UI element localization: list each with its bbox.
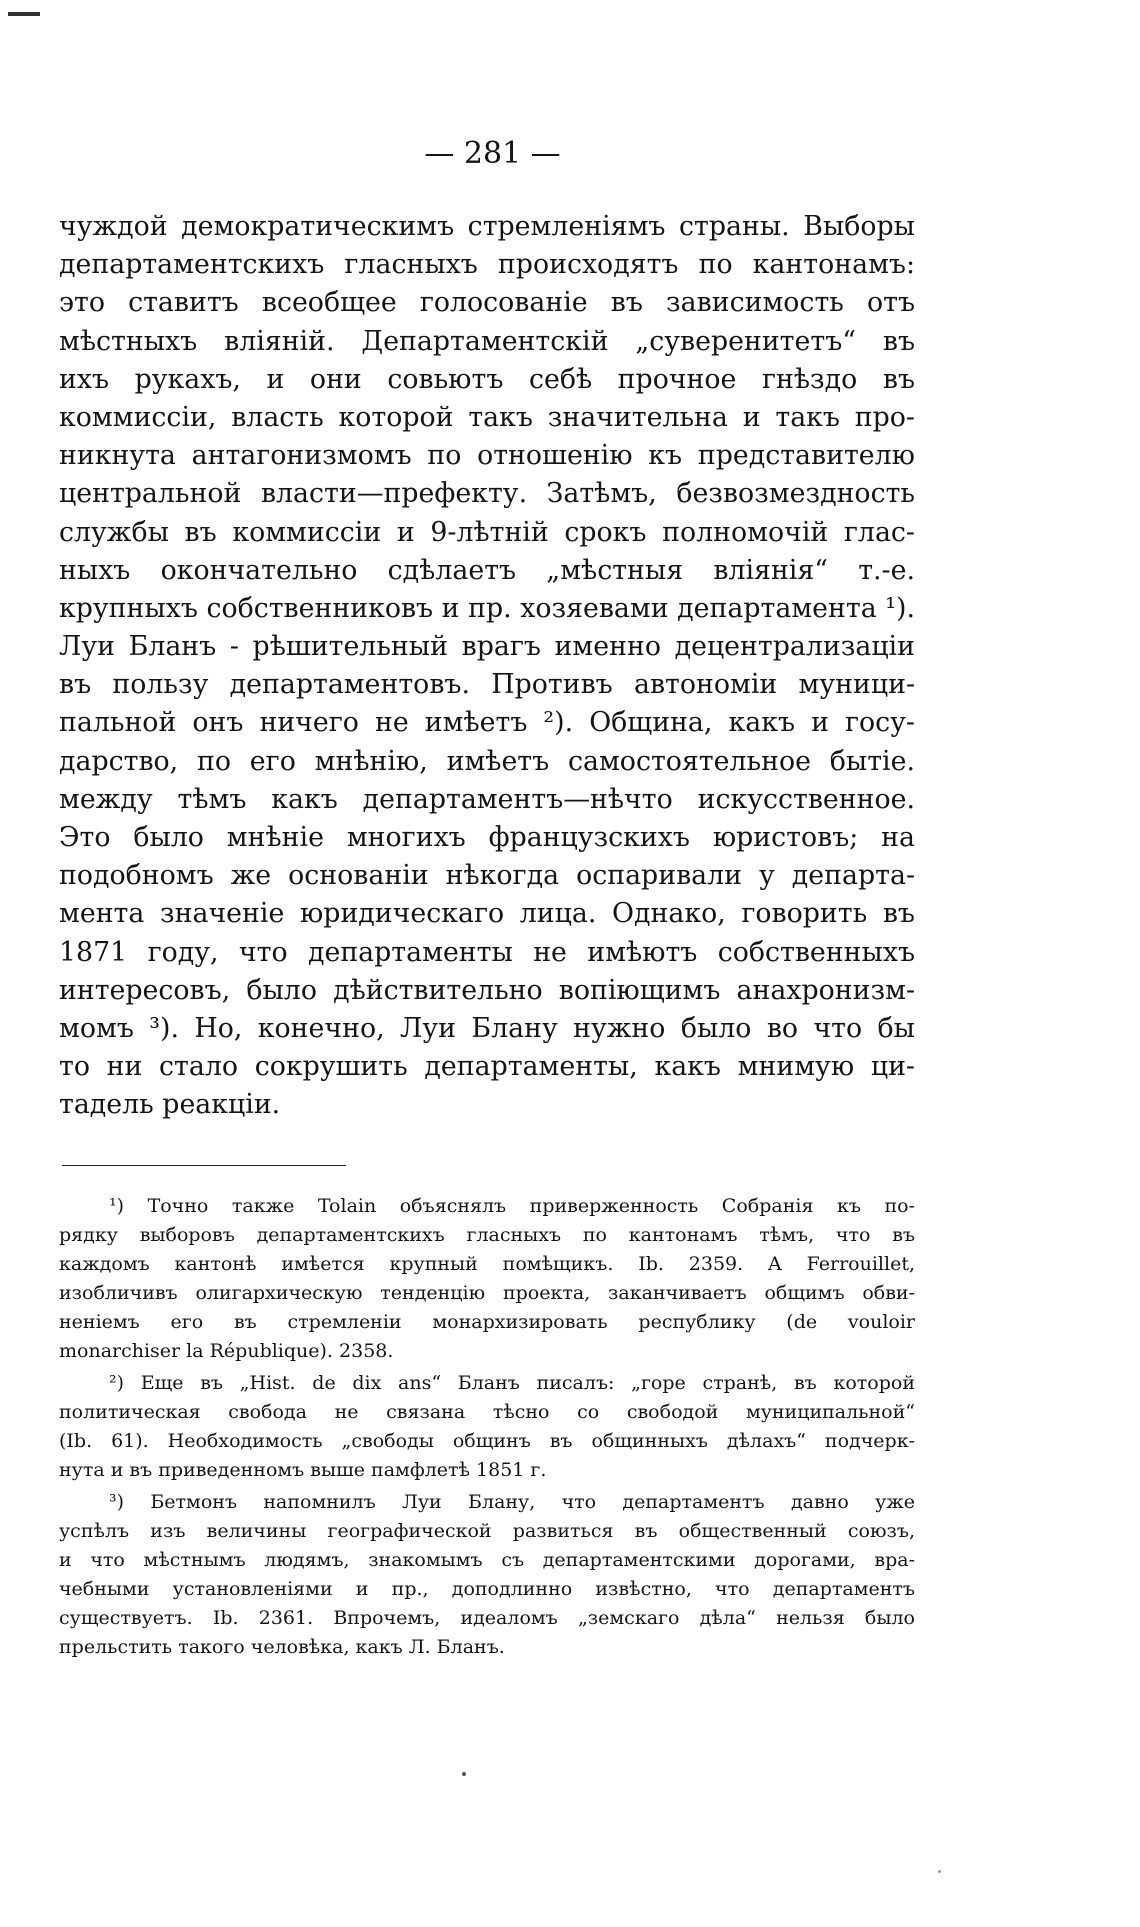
text-line: въ пользу департаментовъ. Противъ автономiи муници- <box>59 669 915 701</box>
text-line: центральной власти—префекту. Затѣмъ, безвозмездность <box>59 478 915 510</box>
footnote-line: ненiемъ его въ стремленiи монархизировать республику (de vouloir <box>59 1311 915 1333</box>
footnote-1 <box>59 1192 915 1366</box>
footnote-line: нута и въ приведенномъ выше памфлетѣ 1851 г. <box>59 1459 547 1481</box>
text-line: между тѣмъ какъ департаментъ—нѣчто искусственное. <box>59 783 915 815</box>
text-line: момъ ³). Но, конечно, Луи Блану нужно было во что бы <box>59 1012 915 1044</box>
text-line: это ставитъ всеобщее голосованiе въ зависимость отъ <box>59 287 915 319</box>
scan-artifact-top-left <box>8 12 40 16</box>
footnote-line: ¹) Точно также Tolain объяснялъ приверженность Собранiя къ по- <box>109 1195 915 1217</box>
main-text <box>59 208 915 1125</box>
scan-artifact-dot <box>938 1870 941 1873</box>
footnote-line: ³) Бетмонъ напомнилъ Луи Блану, что департаментъ давно уже <box>109 1491 915 1513</box>
text-line: интересовъ, было дѣйствительно вопiющимъ анахронизм- <box>59 974 915 1006</box>
text-line: ихъ рукахъ, и они совьютъ себѣ прочное гнѣздо въ <box>59 363 915 395</box>
footnote-separator <box>62 1165 346 1166</box>
text-line: подобномъ же основанiи нѣкогда оспаривали у департа- <box>59 860 915 892</box>
footnote-line: успѣлъ изъ величины географической развиться въ общественный союзъ, <box>59 1520 915 1542</box>
page-number: — 281 — <box>424 136 561 171</box>
text-line: ныхъ окончательно сдѣлаетъ „мѣстныя влiянiя“ т.-е. <box>59 554 915 586</box>
footnotes <box>59 1192 915 1665</box>
text-line: дарство, по его мнѣнiю, имѣетъ самостоятельное бытiе. <box>59 745 915 777</box>
text-line: 1871 году, что департаменты не имѣютъ собственныхъ <box>59 936 915 968</box>
text-line: мѣстныхъ влiянiй. Департаментскiй „суверенитетъ“ въ <box>59 325 915 357</box>
footnote-line: чебными установленiями и пр., доподлинно извѣстно, что департаментъ <box>59 1578 915 1600</box>
text-line: службы въ коммиссiи и 9-лѣтнiй срокъ полномочiй глас- <box>59 516 915 548</box>
footnote-line: политическая свобода не связана тѣсно со свободой муниципальной“ <box>59 1401 915 1423</box>
footnote-line: ²) Еще въ „Hist. de dix ans“ Бланъ писалъ: „горе странѣ, въ которой <box>109 1372 915 1394</box>
footnote-line: (Ib. 61). Необходимость „свободы общинъ въ общинныхъ дѣлахъ“ подчерк- <box>59 1430 915 1452</box>
text-line: то ни стало сокрушить департаменты, какъ мнимую ци- <box>59 1051 915 1083</box>
footnote-line: monarchiser la République). 2358. <box>59 1340 394 1362</box>
footnote-line: прельстить такого человѣка, какъ Л. Бланъ. <box>59 1636 505 1658</box>
footnote-line: и что мѣстнымъ людямъ, знакомымъ съ департаментскими дорогами, вра- <box>59 1549 915 1571</box>
text-line: коммиссiи, власть которой такъ значительна и такъ про- <box>59 401 915 433</box>
text-line: чуждой демократическимъ стремленiямъ страны. Выборы <box>59 211 915 242</box>
footnote-line: изобличивъ олигархическую тенденцiю проекта, заканчиваетъ общимъ обви- <box>59 1282 915 1304</box>
footnote-3 <box>59 1488 915 1662</box>
footnote-2 <box>59 1369 915 1485</box>
text-line: Это было мнѣнiе многихъ французскихъ юристовъ; на <box>59 822 915 853</box>
footnote-line: рядку выборовъ департаментскихъ гласныхъ по кантонамъ тѣмъ, что въ <box>59 1224 915 1246</box>
text-line: пальной онъ ничего не имѣетъ ²). Община, какъ и госу- <box>59 707 915 739</box>
footnote-line: существуетъ. Ib. 2361. Впрочемъ, идеаломъ „земскаго дѣла“ нельзя было <box>59 1607 915 1629</box>
scan-artifact-dot <box>462 1772 466 1776</box>
text-line: Луи Бланъ - рѣшительный врагъ именно децентрализацiи <box>59 631 915 663</box>
text-line: мента значенiе юридическаго лица. Однако, говорить въ <box>59 898 915 930</box>
text-line: тадель реакцiи. <box>59 1089 281 1121</box>
text-line: крупныхъ собственниковъ и пр. хозяевами департамента ¹). <box>59 592 915 624</box>
text-line: никнута антагонизмомъ по отношенiю къ представителю <box>59 440 915 472</box>
text-line: департаментскихъ гласныхъ происходятъ по кантонамъ: <box>59 249 915 281</box>
footnote-line: каждомъ кантонѣ имѣется крупный помѣщикъ. Ib. 2359. A Ferrouillet, <box>59 1253 915 1275</box>
